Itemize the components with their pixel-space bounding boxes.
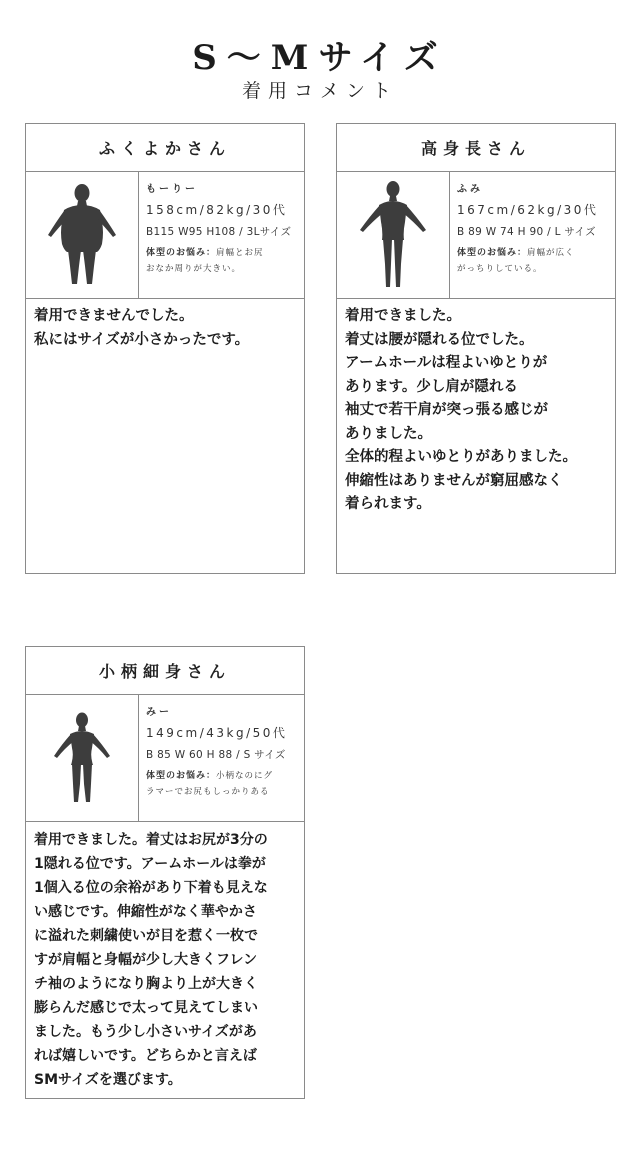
reviewer-name: もーりー [146, 184, 198, 195]
comment-line: に溢れた刺繍使いが目を惹く一枚で [34, 928, 258, 944]
body-stats: 149cm/43kg/50代 [146, 726, 288, 740]
worry-label: 体型のお悩み： [146, 248, 217, 258]
comment-line: 伸縮性はありませんが窮屈感なく [345, 472, 563, 489]
comment-line: い感じです。伸縮性がなく華やかさ [34, 904, 257, 920]
comment-line: 着られます。 [345, 496, 431, 512]
comment-line: 着用できました。 [345, 308, 461, 324]
comment-line: 着丈は腰が隠れる位でした。 [345, 331, 534, 348]
worry-line: 肩幅とお尻 [216, 248, 264, 258]
review-card-plus-size [25, 123, 305, 574]
card-type-label: ふくよかさん [26, 124, 304, 172]
worry-line: 肩幅が広く [527, 248, 575, 258]
body-stats: 167cm/62kg/30代 [457, 203, 599, 217]
worry-line: 小柄なのにグ [216, 771, 274, 781]
comment-line: 着用できませんでした。 [34, 308, 194, 324]
body-stats: 158cm/82kg/30代 [146, 203, 288, 217]
comment-line: 私にはサイズが小さかったです。 [34, 331, 250, 348]
comment-line: あります。少し肩が隠れる [345, 378, 518, 395]
worry-label: 体型のお悩み： [457, 248, 528, 258]
comment-line: れば嬉しいです。どちらかと言えば [34, 1048, 257, 1064]
body-sizes: B115 W95 H108 / 3Lサイズ [146, 226, 292, 238]
profile-info [139, 172, 304, 298]
comment-line: すが肩幅と身幅が少し大きくフレン [34, 952, 258, 968]
worry-line: がっちりしている。 [457, 264, 543, 274]
card-type-label: 小柄細身さん [26, 647, 304, 695]
comment-line: ありました。 [345, 425, 432, 442]
reviewer-name: ふみ [457, 184, 483, 195]
page-subtitle: 着用コメント [241, 80, 398, 102]
comment-line: 膨らんだ感じで太って見えてしまい [34, 1000, 258, 1016]
plus-size-body-silhouette-icon [42, 180, 122, 290]
figure-box [26, 695, 139, 821]
profile-info [450, 172, 615, 298]
review-card-tall [336, 123, 616, 574]
figure-box [26, 172, 139, 298]
body-sizes: B 85 W 60 H 88 / S サイズ [146, 749, 286, 761]
comment-line: 1隠れる位です。アームホールは拳が [34, 856, 266, 872]
wear-comment [26, 822, 304, 1092]
card-profile [337, 172, 615, 299]
wear-comment [26, 299, 304, 352]
body-sizes: B 89 W 74 H 90 / L サイズ [457, 226, 596, 238]
card-type-label: 高身長さん [337, 124, 615, 172]
reviewer-name: みー [146, 707, 172, 718]
worry-line: おなか周りが大きい。 [146, 264, 242, 274]
comment-line: SMサイズを選びます。 [34, 1072, 182, 1088]
comment-line: ました。もう少し小さいサイズがあ [34, 1024, 257, 1040]
card-profile [26, 695, 304, 822]
body-worry [457, 245, 615, 277]
body-worry [146, 768, 304, 800]
page-title: S～Mサイズ [192, 38, 448, 78]
comment-line: 1個入る位の余裕があり下着も見えな [34, 880, 268, 896]
review-card-petite [25, 646, 305, 1099]
comment-line: 袖丈で若干肩が突っ張る感じが [345, 402, 548, 418]
comment-line: チ袖のようになり胸より上が大きく [34, 976, 258, 992]
tall-body-silhouette-icon [353, 178, 433, 292]
card-profile [26, 172, 304, 299]
figure-box [337, 172, 450, 298]
profile-info [139, 695, 304, 821]
comment-line: アームホールは程よいゆとりが [345, 355, 548, 371]
petite-body-silhouette-icon [47, 710, 117, 806]
worry-label: 体型のお悩み： [146, 771, 217, 781]
worry-line: ラマーでお尻もしっかりある [146, 787, 270, 797]
comment-line: 全体的程よいゆとりがありました。 [345, 449, 577, 465]
wear-comment [337, 299, 615, 517]
comment-line: 着用できました。着丈はお尻が3分の [34, 832, 268, 848]
body-worry [146, 245, 304, 277]
